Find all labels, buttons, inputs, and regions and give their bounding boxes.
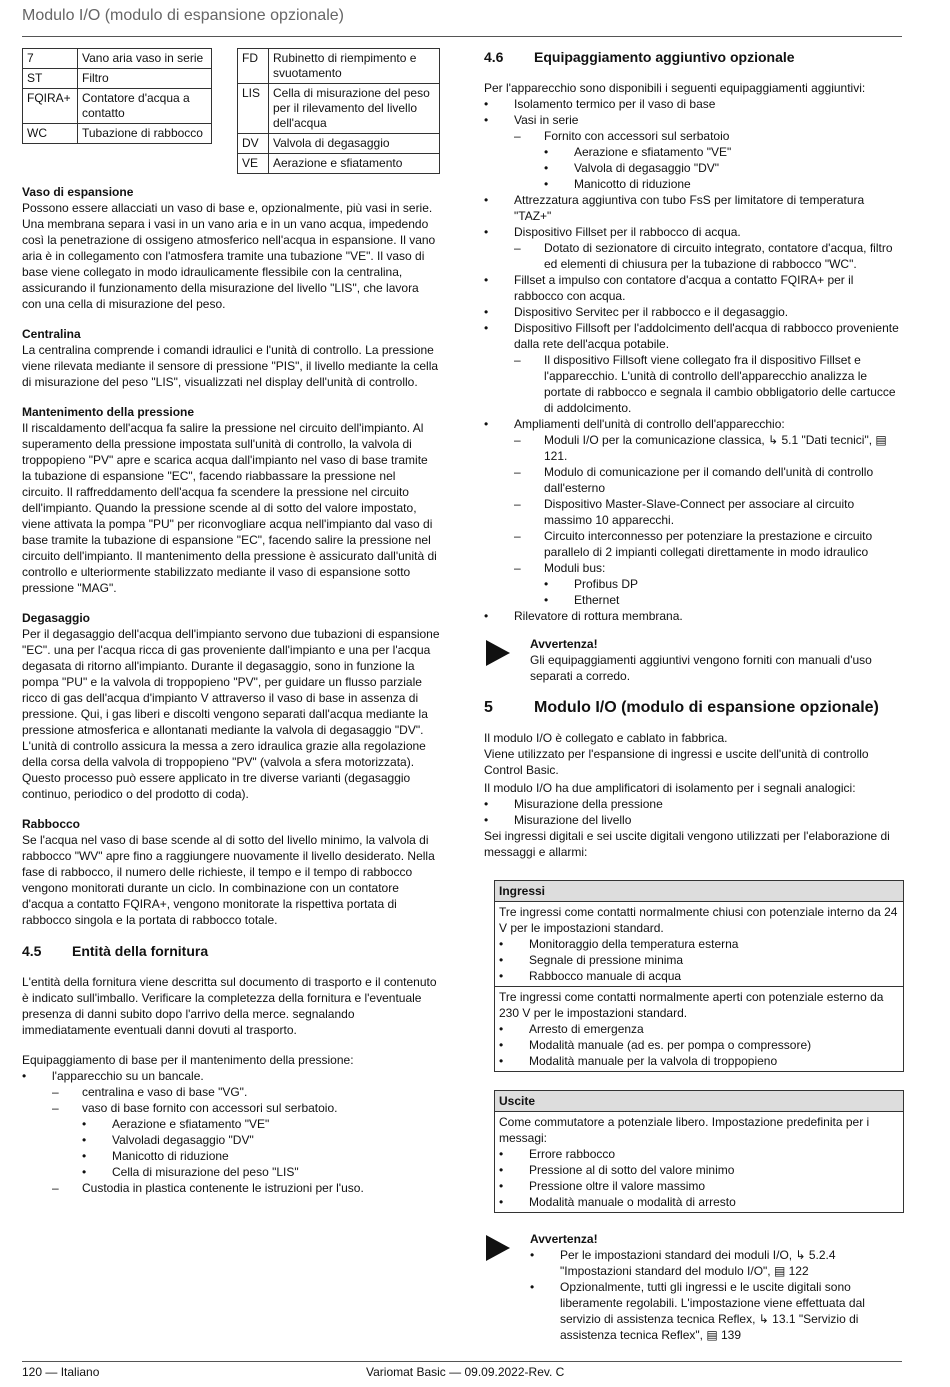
outputs-box bbox=[494, 1090, 904, 1213]
legend-value: Valvola di degasaggio bbox=[269, 134, 440, 154]
list-item: • Per le impostazioni standard dei moduli I/O, ↳ 5.2.4 "Impostazioni standard del modulo I/O", ▤ 122 bbox=[530, 1247, 904, 1279]
legend-key: FQIRA+ bbox=[23, 89, 78, 124]
section-heading: Vaso di espansione bbox=[22, 185, 134, 199]
list-item-text: Vasi in serie bbox=[514, 113, 579, 127]
list-item-text: Dispositivo Fillsoft per l'addolcimento dell'acqua di rabbocco proveniente dalla rete dell'acqua potabile. bbox=[514, 321, 899, 351]
list-item bbox=[514, 128, 904, 192]
arrow-right-icon bbox=[486, 1235, 510, 1261]
table-row bbox=[238, 154, 440, 174]
list-item: – Custodia in plastica contenente le istruzioni per l'uso. bbox=[52, 1180, 440, 1196]
arrow-right-icon bbox=[486, 640, 510, 666]
table-row bbox=[238, 134, 440, 154]
box-text: Tre ingressi come contatti normalmente aperti con potenziale esterno da 230 V per le impostazioni standard. bbox=[499, 990, 884, 1020]
warning-note bbox=[484, 1231, 904, 1343]
list-item: • Manicotto di riduzione bbox=[82, 1148, 440, 1164]
legend-table-right bbox=[237, 48, 440, 174]
list-item-text: vaso di base fornito con accessori sul serbatoio. bbox=[82, 1101, 338, 1115]
list-item: • Aerazione e sfiatamento "VE" bbox=[82, 1116, 440, 1132]
list-item: • Ethernet bbox=[544, 592, 904, 608]
list-item: – Circuito interconnesso per potenziare la prestazione e circuito parallelo di 2 impianti collegati direttamente in modo idraulico bbox=[514, 528, 904, 560]
list-item bbox=[484, 416, 904, 608]
legend-value: Contatore d'acqua a contatto bbox=[78, 89, 212, 124]
list-item: • Misurazione della pressione bbox=[484, 796, 904, 812]
legend-key: 7 bbox=[23, 49, 78, 69]
list-item: • Isolamento termico per il vaso di base bbox=[484, 96, 904, 112]
section-title-5 bbox=[484, 698, 904, 718]
footer-page-info: 120 — Italiano bbox=[22, 1365, 100, 1379]
list-item: • Modalità manuale per la valvola di troppopieno bbox=[499, 1053, 899, 1069]
list-item-text: l'apparecchio su un bancale. bbox=[52, 1069, 204, 1083]
section-heading: Mantenimento della pressione bbox=[22, 405, 195, 419]
list-item: • Segnale di pressione minima bbox=[499, 952, 899, 968]
list-item: • Fillset a impulso con contatore d'acqua a contatto FQIRA+ per il rabbocco con acqua. bbox=[484, 272, 904, 304]
list-item: • Rilevatore di rottura membrana. bbox=[484, 608, 904, 624]
section-heading: Rabbocco bbox=[22, 817, 81, 831]
section-title-4-6 bbox=[484, 48, 904, 66]
section-pressione bbox=[22, 404, 440, 596]
footer-document-info: Variomat Basic — 09.09.2022-Rev. C bbox=[366, 1365, 565, 1379]
sub-sub-list bbox=[82, 1116, 440, 1180]
paragraph: Il riscaldamento dell'acqua fa salire la pressione nel circuito dell'impianto. Al superamento della pressione impostata sull'unità di controllo, la valvola di troppopieno "PV" apre e scarica acqua dall'impianto nel vaso di base tramite la tubazione di espansione "EC", facendo riabbassare la pressione nel circuito. Il raffreddamento dell'acqua fa scendere la pressione nel circuito dell'impianto. Quando la pressione scende al di sotto del valore impostato, viene attivata la pompa "PU" per riconvogliare acqua nell'impianto dal vaso di base tramite la tubazione di espansione "EC", facendo salire la pressione nel circuito dell'impianto. Il mantenimento della pressione è assicurato dall'unità di controllo e ulteriormente stabilizzato mediante il vaso di espansione sotto pressione "MAG". bbox=[22, 421, 437, 595]
section-title: Equipaggiamento aggiuntivo opzionale bbox=[534, 49, 795, 65]
legend-value: Tubazione di rabbocco bbox=[78, 124, 212, 144]
list-item: – Moduli I/O per la comunicazione classica, ↳ 5.1 "Dati tecnici", ▤ 121. bbox=[514, 432, 904, 464]
box-list bbox=[499, 1021, 899, 1069]
left-column bbox=[22, 48, 440, 1196]
legend-key: VE bbox=[238, 154, 269, 174]
list-item bbox=[484, 320, 904, 416]
inputs-box bbox=[494, 880, 904, 1072]
section-vaso bbox=[22, 184, 440, 312]
list-item-text: Ampliamenti dell'unità di controllo dell'apparecchio: bbox=[514, 417, 785, 431]
list-item: • Valvola di degasaggio "DV" bbox=[544, 160, 904, 176]
box-section bbox=[495, 1112, 903, 1212]
analog-signal-list bbox=[484, 796, 904, 828]
footer-divider bbox=[22, 1361, 902, 1362]
section-title-4-5 bbox=[22, 942, 440, 960]
list-item: • Profibus DP bbox=[544, 576, 904, 592]
list-item: – centralina e vaso di base "VG". bbox=[52, 1084, 440, 1100]
list-item: • Aerazione e sfiatamento "VE" bbox=[544, 144, 904, 160]
list-item: • Modalità manuale o modalità di arresto bbox=[499, 1194, 899, 1210]
section-heading: Degasaggio bbox=[22, 611, 91, 625]
list-item: • Cella di misurazione del peso "LIS" bbox=[82, 1164, 440, 1180]
list-item: • Errore rabbocco bbox=[499, 1146, 899, 1162]
section-heading: Centralina bbox=[22, 327, 81, 341]
header-divider bbox=[22, 36, 902, 37]
box-section bbox=[495, 986, 903, 1071]
paragraph: Il modulo I/O ha due amplificatori di isolamento per i segnali analogici: bbox=[484, 781, 856, 795]
list-item bbox=[514, 560, 904, 608]
list-item bbox=[484, 112, 904, 192]
legend-key: FD bbox=[238, 49, 269, 84]
list-item: – Dotato di sezionatore di circuito integrato, contatore d'acqua, filtro ed elementi di chiusura per la tubazione di rabbocco "WC". bbox=[514, 240, 904, 272]
paragraph: Viene utilizzato per l'espansione di ingressi e uscite dell'unità di controllo Control Basic. bbox=[484, 747, 869, 777]
table-row bbox=[238, 49, 440, 84]
paragraph: Per il degasaggio dell'acqua dell'impianto servono due tubazioni di espansione "EC". una per l'acqua ricca di gas proveniente dall'impianto e una per l'acqua degasata di ritorno all'impianto. Durante il degasaggio, sono in funzione la pompa "PU" e la valvola di troppopieno "PV", per guidare un flusso parziale ricco di gas dell'acqua d'impianto V attraverso il vaso di base in assenza di pressione. Qui, i gas liberi e discolti vengono separati dall'acqua mediante la pressione atmosferica e allontanati mediante la valvola di degasaggio "DV". L'unità di controllo assicura la messa a zero idraulica grazie alla regolazione della corsa della valvola di troppopieno "PV" (valvola a sfera motorizzata). Questo processo può essere applicato in tre diverse varianti (degasaggio continuo, periodico o del prodotto di coda). bbox=[22, 627, 440, 801]
table-row bbox=[23, 89, 212, 124]
paragraph: Sei ingressi digitali e sei uscite digitali vengono utilizzati per l'elaborazione di messaggi e allarmi: bbox=[484, 829, 890, 859]
legend-key: LIS bbox=[238, 84, 269, 134]
list-item bbox=[22, 1068, 440, 1196]
legend-value: Vano aria vaso in serie bbox=[78, 49, 212, 69]
section-centralina bbox=[22, 326, 440, 390]
legend-value: Rubinetto di riempimento e svuotamento bbox=[269, 49, 440, 84]
list-item: • Monitoraggio della temperatura esterna bbox=[499, 936, 899, 952]
legend-value: Filtro bbox=[78, 69, 212, 89]
delivery-list bbox=[22, 1068, 440, 1196]
list-item: – Modulo di comunicazione per il comando dell'unità di controllo dall'esterno bbox=[514, 464, 904, 496]
list-item: – Dispositivo Master-Slave-Connect per associare al circuito massimo 10 apparecchi. bbox=[514, 496, 904, 528]
paragraph: Equipaggiamento di base per il mantenimento della pressione: bbox=[22, 1053, 354, 1067]
sub-list bbox=[514, 352, 904, 416]
warning-title: Avvertenza! bbox=[530, 637, 598, 651]
legend-value: Cella di misurazione del peso per il rilevamento del livello dell'acqua bbox=[269, 84, 440, 134]
paragraph: Possono essere allacciati un vaso di base e, opzionalmente, più vasi in serie. Una membrana separa i vasi in un vano aria e in un vano acqua, impedendo così la penetrazione di ossigeno atmosferico nell'acqua in espansione. Il vano aria è in collegamento con l'atmosfera tramite una tubazione "VE". Il vaso di base viene collegato in modo idraulicamente flessibile con la centralina, assicurando il funzionamento della misurazione del livello "LIS", che lavora con una cella di misurazione del peso. bbox=[22, 201, 436, 311]
table-row bbox=[23, 124, 212, 144]
paragraph: Per l'apparecchio sono disponibili i seguenti equipaggiamenti aggiuntivi: bbox=[484, 81, 866, 95]
warning-text: Gli equipaggiamenti aggiuntivi vengono forniti con manuali d'uso separati a corredo. bbox=[530, 653, 872, 683]
section-number: 5 bbox=[484, 699, 493, 716]
list-item: • Valvoladi degasaggio "DV" bbox=[82, 1132, 440, 1148]
sub-list bbox=[514, 432, 904, 608]
list-item bbox=[52, 1100, 440, 1180]
box-text: Come commutatore a potenziale libero. Impostazione predefinita per i messagi: bbox=[499, 1115, 870, 1145]
list-item: • Pressione oltre il valore massimo bbox=[499, 1178, 899, 1194]
table-row bbox=[238, 84, 440, 134]
sub-list bbox=[514, 240, 904, 272]
box-section bbox=[495, 902, 903, 986]
right-column bbox=[484, 48, 904, 1357]
list-item: • Arresto di emergenza bbox=[499, 1021, 899, 1037]
list-item: • Dispositivo Servitec per il rabbocco e il degasaggio. bbox=[484, 304, 904, 320]
legend-key: ST bbox=[23, 69, 78, 89]
legend-tables bbox=[22, 48, 440, 174]
list-item-text: Fornito con accessori sul serbatoio bbox=[544, 129, 730, 143]
legend-value: Aerazione e sfiatamento bbox=[269, 154, 440, 174]
optional-equipment-list bbox=[484, 96, 904, 624]
list-item bbox=[484, 224, 904, 272]
section-title: Entità della fornitura bbox=[72, 943, 209, 959]
sub-list bbox=[514, 128, 904, 192]
sub-list bbox=[52, 1084, 440, 1196]
list-item-text: Moduli bus: bbox=[544, 561, 606, 575]
box-list bbox=[499, 936, 899, 984]
warning-note bbox=[484, 636, 904, 684]
sub-sub-list bbox=[544, 576, 904, 608]
list-item: • Rabbocco manuale di acqua bbox=[499, 968, 899, 984]
section-title: Modulo I/O (modulo di espansione opzionale) bbox=[534, 699, 879, 716]
legend-key: WC bbox=[23, 124, 78, 144]
warning-title: Avvertenza! bbox=[530, 1232, 598, 1246]
list-item: • Misurazione del livello bbox=[484, 812, 904, 828]
section-rabbocco bbox=[22, 816, 440, 928]
section-number: 4.6 bbox=[484, 49, 504, 65]
legend-table-left bbox=[22, 48, 212, 144]
paragraph: Il modulo I/O è collegato e cablato in fabbrica. bbox=[484, 731, 728, 745]
legend-key: DV bbox=[238, 134, 269, 154]
list-item: – Il dispositivo Fillsoft viene collegato fra il dispositivo Fillset e l'apparecchio. L'unità di controllo dell'apparecchio analizza le portate di rabbocco e segnala il cambio obbligatorio delle cartucce di addolcimento. bbox=[514, 352, 904, 416]
list-item: • Opzionalmente, tutti gli ingressi e le uscite digitali sono liberamente regolabili. L'impostazione viene effettuata dal servizio di assistenza tecnica Reflex, ↳ 13.1 "Servizio di assistenza tecnica Reflex", ▤ 139 bbox=[530, 1279, 904, 1343]
paragraph: La centralina comprende i comandi idraulici e l'unità di controllo. La pressione viene rilevata mediante il sensore di pressione "PIS", il livello mediante la cella di misurazione del peso "LIS", visualizzati nel display dell'unità di controllo. bbox=[22, 343, 439, 389]
list-item: • Attrezzatura aggiuntiva con tubo FsS per limitatore di temperatura "TAZ+" bbox=[484, 192, 904, 224]
box-list bbox=[499, 1146, 899, 1210]
box-text: Tre ingressi come contatti normalmente chiusi con potenziale interno da 24 V per le impostazioni standard. bbox=[499, 905, 898, 935]
sub-sub-list bbox=[544, 144, 904, 192]
list-item: • Manicotto di riduzione bbox=[544, 176, 904, 192]
box-heading: Ingressi bbox=[495, 881, 903, 902]
list-item: • Pressione al di sotto del valore minimo bbox=[499, 1162, 899, 1178]
list-item: • Modalità manuale (ad es. per pompa o compressore) bbox=[499, 1037, 899, 1053]
page-header-title: Modulo I/O (modulo di espansione opzionale) bbox=[22, 7, 344, 24]
table-row bbox=[23, 49, 212, 69]
section-degasaggio bbox=[22, 610, 440, 802]
paragraph: Se l'acqua nel vaso di base scende al di sotto del livello minimo, la valvola di rabbocco "WV" apre fino a raggiungere nuovamente il livello desiderato. Nella fase di rabbocco, il numero delle richieste, il tempo e il tempo di rabbocco vengono monitorati durante un ciclo. In combinazione con un contatore d'acqua a contatto FQIRA+, vengono monitorate la rispettiva portata di rabbocco singola e la portata di rabbocco totale. bbox=[22, 833, 435, 927]
warning-list bbox=[530, 1247, 904, 1343]
list-item-text: Dispositivo Fillset per il rabbocco di acqua. bbox=[514, 225, 741, 239]
section-number: 4.5 bbox=[22, 943, 42, 959]
table-row bbox=[23, 69, 212, 89]
box-heading: Uscite bbox=[495, 1091, 903, 1112]
paragraph: L'entità della fornitura viene descritta sul documento di trasporto e il contenuto è indicato sull'imballo. Verificare la completezza della fornitura e l'eventuale presenza di danni subito dopo l'arrivo della merce. segnalando immediatamente eventuali danni dovuti al trasporto. bbox=[22, 975, 437, 1037]
